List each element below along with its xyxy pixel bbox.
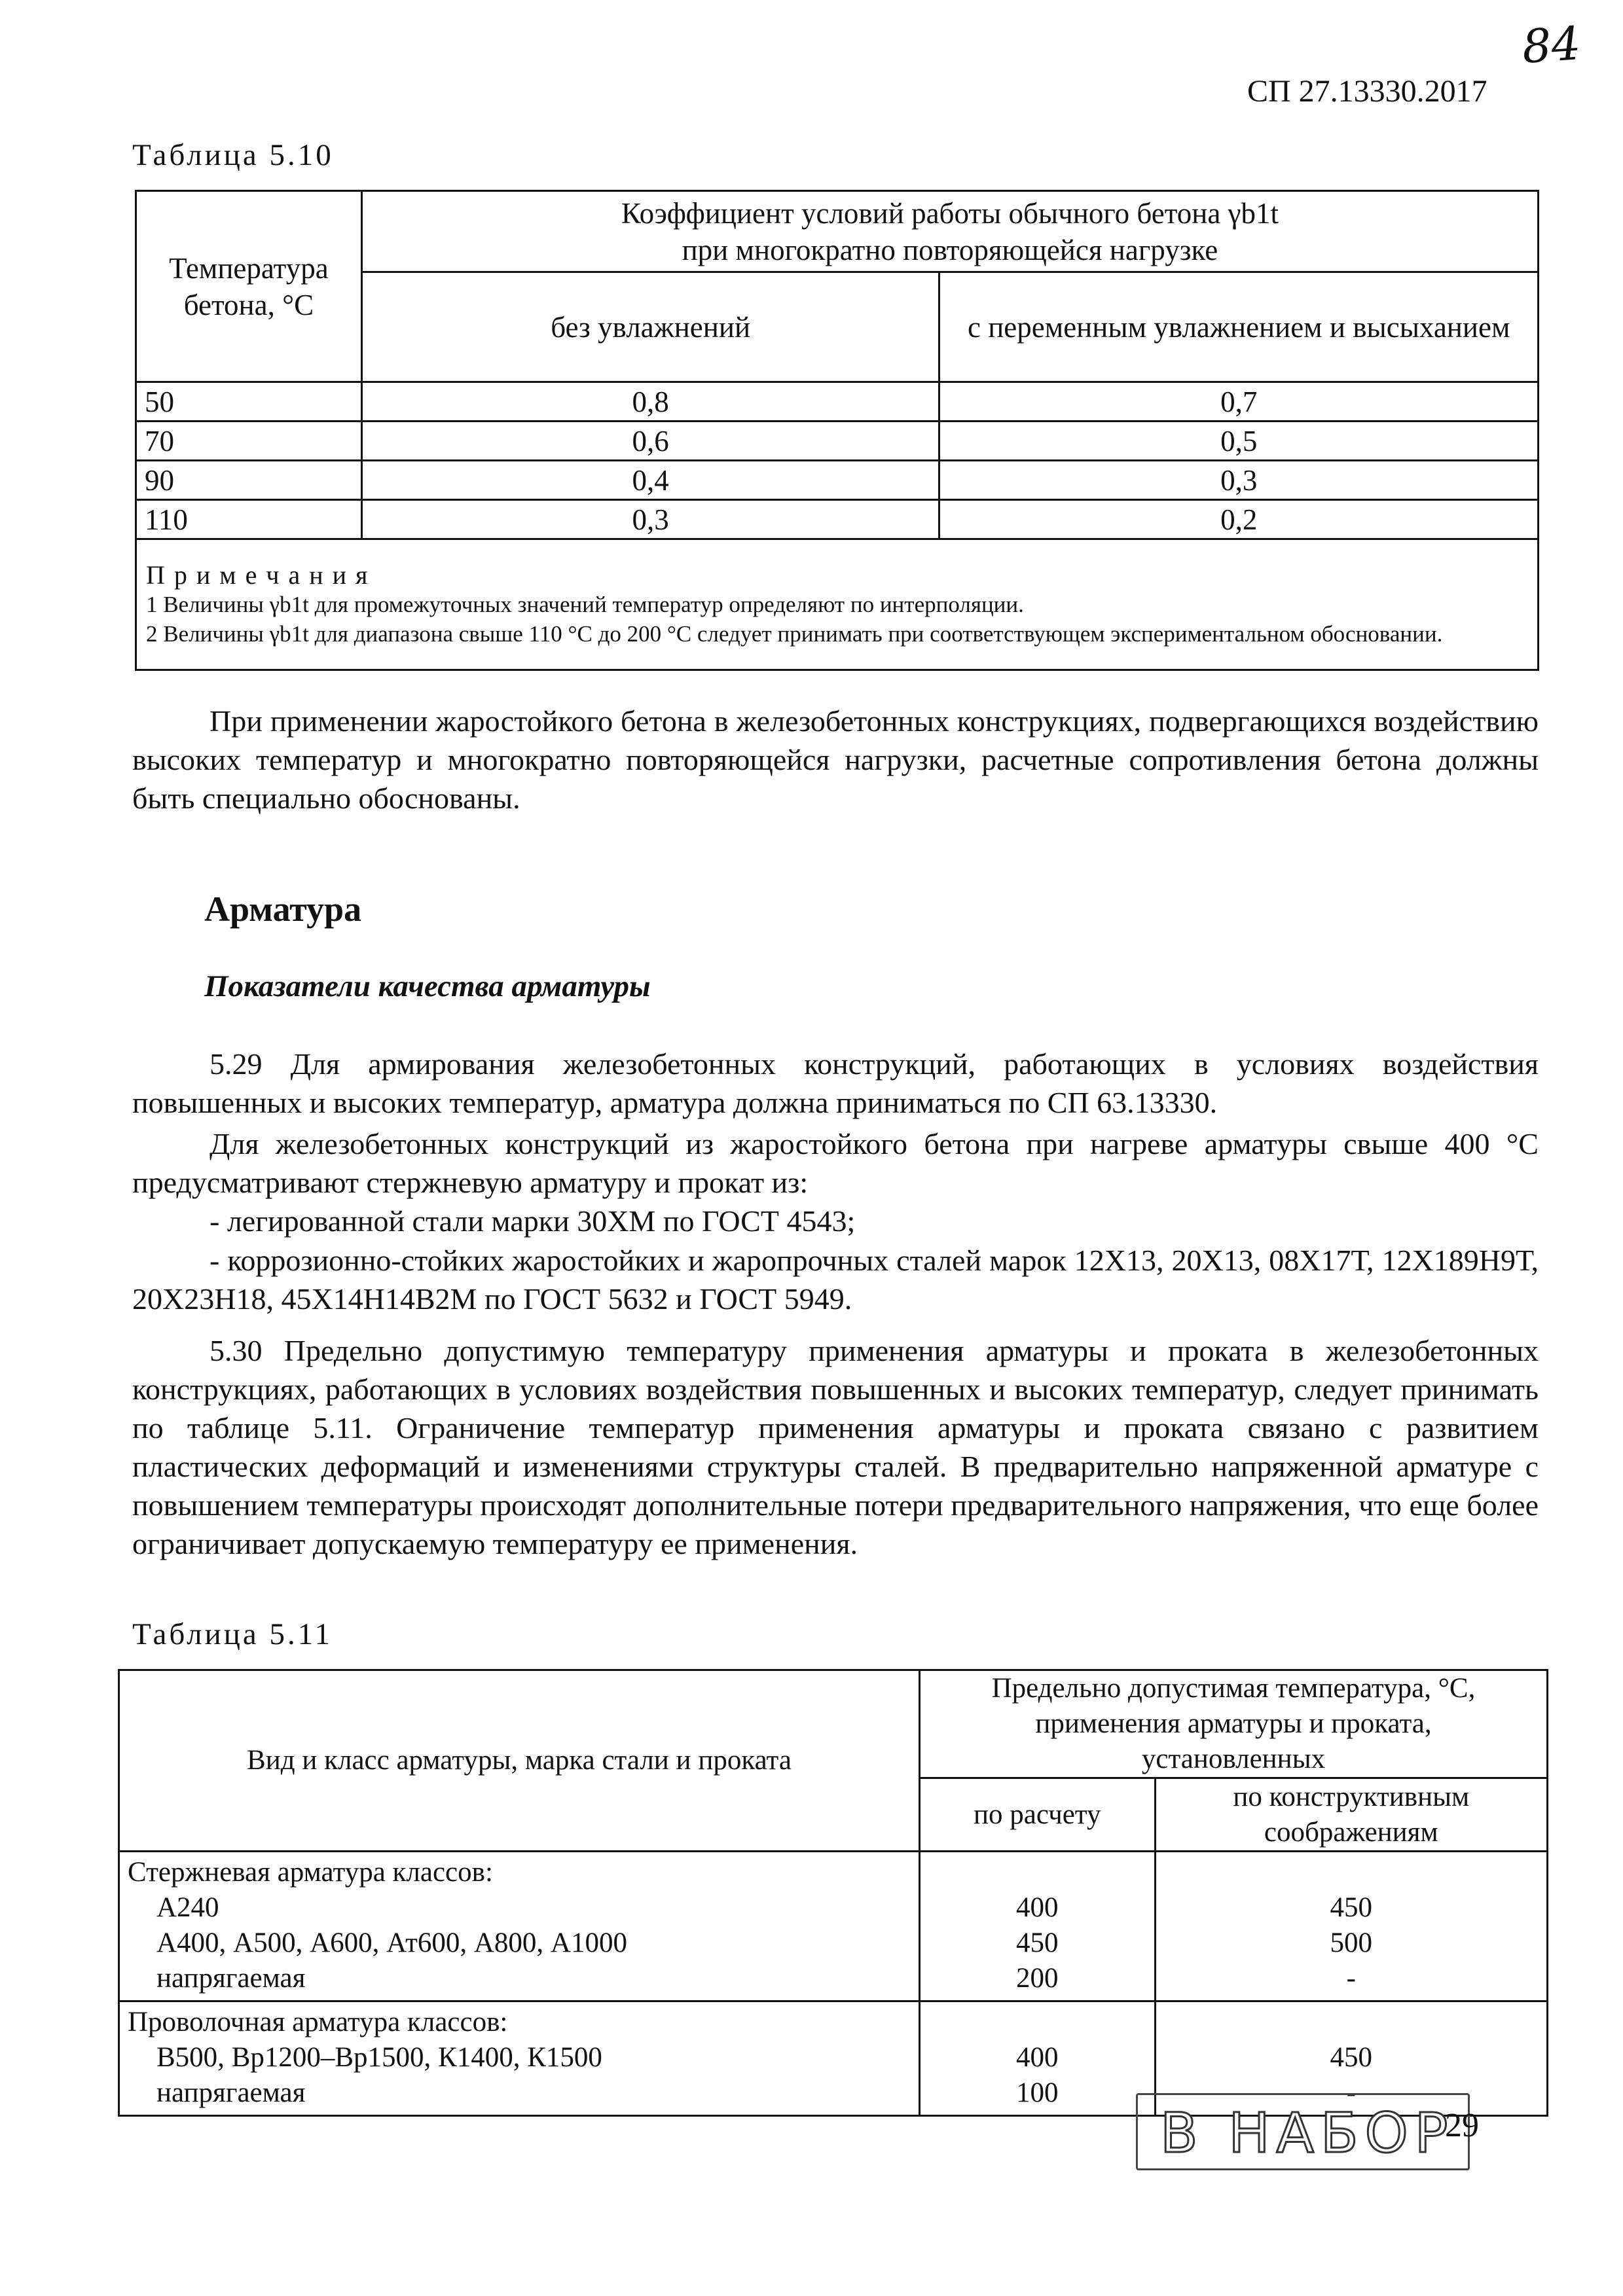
table-row — [136, 461, 1539, 500]
col-header-coefficient — [361, 191, 1538, 272]
row-constr: - — [1346, 1963, 1356, 1994]
group-constr-cell — [1155, 1852, 1547, 2001]
row-kind: напрягаемая — [156, 1963, 306, 1994]
cell-temp: 90 — [136, 461, 362, 500]
paragraph-heatproof-rebar: Для железобетонных конструкций из жаростойкого бетона при нагреве арматуры свыше 400 °С предусматривают стержневую арматуру и прокат из: — [132, 1127, 1539, 1199]
notes-title: П р и м е ч а н и я — [146, 560, 369, 590]
col-header-temperature: Температура бетона, °С — [136, 191, 362, 382]
row-constr: - — [1346, 2077, 1356, 2108]
coefficient-subtitle: при многократно повторяющейся нагрузке — [682, 233, 1218, 266]
cell-wet: 0,5 — [939, 422, 1539, 461]
table-group — [119, 1852, 1548, 2001]
cell-temp: 70 — [136, 422, 362, 461]
note-1: 1 Величины γb1t для промежуточных значений температур определяют по интерполяции. — [146, 592, 1024, 617]
cell-wet: 0,7 — [939, 382, 1539, 422]
coefficient-title: Коэффициент условий работы обычного бетона γb1t — [621, 196, 1279, 230]
group-calc-cell — [919, 1852, 1155, 2001]
group-title: Стержневая арматура классов: — [128, 1857, 493, 1888]
note-2: 2 Величины γb1t для диапазона свыше 110 °С до 200 °С следует принимать при соответствующем экспериментальном обосновании. — [146, 621, 1443, 647]
subsection-title: Показатели качества арматуры — [204, 969, 651, 1003]
row-calc: 100 — [1016, 2077, 1059, 2108]
cell-temp: 50 — [136, 382, 362, 422]
row-kind: напрягаемая — [156, 2077, 306, 2108]
table-row — [136, 382, 1539, 422]
row-calc: 400 — [1016, 2042, 1059, 2073]
row-kind: А400, А500, А600, Ат600, А800, А1000 — [156, 1928, 627, 1958]
handwritten-page-mark: 84 — [1520, 16, 1582, 75]
group-kind-cell — [119, 2001, 920, 2116]
row-calc: 200 — [1016, 1963, 1059, 1994]
stamp-v-nabor — [1136, 2093, 1470, 2170]
stamp-text: В НАБОР — [1160, 2101, 1455, 2165]
cell-dry: 0,8 — [361, 382, 939, 422]
table-510 — [135, 190, 1539, 671]
cell-dry: 0,4 — [361, 461, 939, 500]
row-calc: 400 — [1016, 1892, 1059, 1923]
page-number: 29 — [1445, 2107, 1479, 2144]
paragraph-5-30: 5.30 Предельно допустимую температуру применения арматуры и проката в железобетонных конструкциях, работающих в условиях воздействия повышенных и высоких температур, следует принимать по таблице 5.11. Ограничение температур применения арматуры и проката связано с развитием пластических деформаций и изменениями структуры сталей. В предварительно напряженной арматуре с повышением температуры происходят дополнительные потери предварительного напряжения, что еще более ограничивает допускаемую температуру ее применения. — [132, 1334, 1539, 1560]
table-511-caption: Таблица 5.11 — [132, 1617, 333, 1651]
group-kind-cell — [119, 1852, 920, 2001]
row-constr: 450 — [1330, 1892, 1373, 1923]
subheader-wet: с переменным увлажнением и высыханием — [939, 272, 1539, 382]
cell-wet: 0,3 — [939, 461, 1539, 500]
cell-dry: 0,3 — [361, 500, 939, 539]
row-constr: 500 — [1330, 1928, 1373, 1958]
row-kind: А240 — [156, 1892, 219, 1923]
list-item-alloy-steel: - легированной стали марки 30ХМ по ГОСТ 4543; — [210, 1204, 856, 1238]
table-row — [136, 422, 1539, 461]
cell-temp: 110 — [136, 500, 362, 539]
cell-wet: 0,2 — [939, 500, 1539, 539]
table-row — [136, 500, 1539, 539]
subheader-by-design: по конструктивным соображениям — [1155, 1778, 1547, 1852]
paragraph-5-29: 5.29 Для армирования железобетонных конструкций, работающих в условиях воздействия повышенных и высоких температур, арматура должна приниматься по СП 63.13330. — [132, 1047, 1539, 1119]
table-notes — [136, 539, 1539, 670]
paragraph-heatproof-concrete: При применении жаростойкого бетона в железобетонных конструкциях, подвергающихся воздействию высоких температур и многократно повторяющейся нагрузки, расчетные сопротивления бетона должны быть специально обоснованы. — [132, 704, 1539, 815]
row-calc: 450 — [1016, 1928, 1059, 1958]
row-kind: В500, Bр1200–Bр1500, К1400, К1500 — [156, 2042, 602, 2073]
group-title: Проволочная арматура классов: — [128, 2007, 508, 2037]
section-title: Арматура — [204, 889, 362, 929]
subheader-by-calculation: по расчету — [919, 1778, 1155, 1852]
subheader-dry: без увлажнений — [361, 272, 939, 382]
col-header-limit-temperature: Предельно допустимая температура, °С, применения арматуры и проката, установленных — [919, 1670, 1547, 1778]
list-item-corrosion-steel: - коррозионно-стойких жаростойких и жаропрочных сталей марок 12Х13, 20Х13, 08Х17Т, 12Х189Н9Т, 20Х23Н18, 45Х14Н14В2М по ГОСТ 5632 и ГОСТ 5949. — [132, 1244, 1539, 1316]
col-header-kind: Вид и класс арматуры, марка стали и проката — [119, 1670, 920, 1852]
doc-code: СП 27.13330.2017 — [1247, 74, 1487, 109]
table-511 — [118, 1669, 1548, 2117]
row-constr: 450 — [1330, 2042, 1373, 2073]
group-calc-cell — [919, 2001, 1155, 2116]
table-510-caption: Таблица 5.10 — [132, 138, 334, 172]
cell-dry: 0,6 — [361, 422, 939, 461]
